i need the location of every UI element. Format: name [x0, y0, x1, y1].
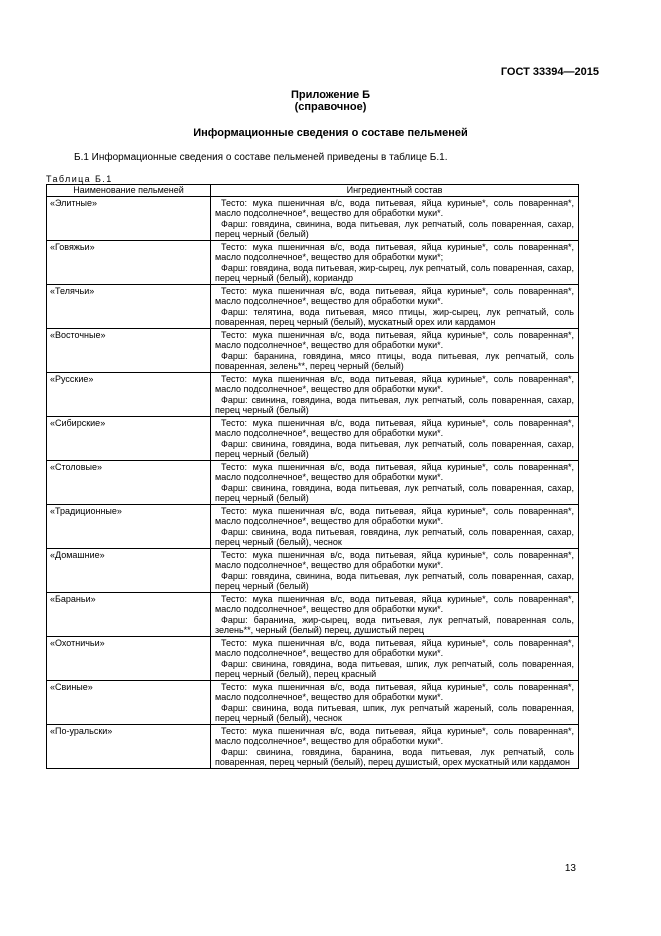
table-row	[47, 680, 579, 724]
table-header-row	[47, 185, 579, 197]
table-row	[47, 724, 579, 768]
table-row	[47, 284, 579, 328]
ingredient-composition	[211, 284, 579, 328]
dough-text: Тесто: мука пшеничная в/с, вода питьевая, яйца куриные*, соль поваренная*, масло подсолнечное*, вещество для обработки муки*.	[215, 329, 574, 350]
dumpling-name: «Охотничьи»	[47, 636, 211, 680]
table-row	[47, 240, 579, 284]
appendix-title: Приложение Б	[290, 89, 371, 101]
filling-text: Фарш: телятина, вода питьевая, мясо птицы, жир-сырец, лук репчатый, соль поваренная, перец черный (белый), мускатный орех или кардамон	[215, 306, 574, 327]
filling-text: Фарш: свинина, вода питьевая, говядина, лук репчатый, соль поваренная, сахар, перец черный (белый), чеснок	[215, 526, 574, 547]
ingredient-composition	[211, 196, 579, 240]
dumpling-name: «Свиные»	[47, 680, 211, 724]
filling-text: Фарш: свинина, говядина, вода питьевая, лук репчатый, соль поваренная, сахар, перец черный (белый)	[215, 482, 574, 503]
standard-code: ГОСТ 33394—2015	[500, 66, 599, 78]
filling-text: Фарш: говядина, вода питьевая, жир-сырец, лук репчатый, соль поваренная, сахар, перец черный (белый), кориандр	[215, 262, 574, 283]
dough-text: Тесто: мука пшеничная в/с, вода питьевая, яйца куриные*, соль поваренная*, масло подсолнечное*, вещество для обработки муки*.	[215, 725, 574, 746]
table-row	[47, 548, 579, 592]
dumpling-name: «Сибирские»	[47, 416, 211, 460]
table-row	[47, 636, 579, 680]
filling-text: Фарш: говядина, свинина, вода питьевая, лук репчатый, соль поваренная, сахар, перец черный (белый)	[215, 570, 574, 591]
filling-text: Фарш: свинина, вода питьевая, шпик, лук репчатый жареный, соль поваренная, перец черный (белый), чеснок	[215, 702, 574, 723]
column-header-composition: Ингредиентный состав	[211, 185, 579, 197]
dumpling-name: «Бараньи»	[47, 592, 211, 636]
filling-text: Фарш: говядина, свинина, вода питьевая, лук репчатый, соль поваренная, сахар, перец черный (белый)	[215, 218, 574, 239]
filling-text: Фарш: свинина, говядина, баранина, вода питьевая, лук репчатый, соль поваренная, перец черный (белый), перец душистый, орех мускатный или кардамон	[215, 746, 574, 767]
page-number: 13	[564, 863, 576, 874]
table-row	[47, 196, 579, 240]
table-row	[47, 460, 579, 504]
dumpling-name: «Русские»	[47, 372, 211, 416]
ingredient-composition	[211, 724, 579, 768]
ingredient-composition	[211, 504, 579, 548]
dumpling-name: «Телячьи»	[47, 284, 211, 328]
ingredient-composition	[211, 372, 579, 416]
ingredient-composition	[211, 548, 579, 592]
dumpling-name: «Домашние»	[47, 548, 211, 592]
filling-text: Фарш: свинина, говядина, вода питьевая, лук репчатый, соль поваренная, сахар, перец черный (белый)	[215, 394, 574, 415]
appendix-heading	[0, 89, 661, 113]
table-row	[47, 504, 579, 548]
dough-text: Тесто: мука пшеничная в/с, вода питьевая, яйца куриные*, соль поваренная*, масло подсолнечное*, вещество для обработки муки*.	[215, 681, 574, 702]
dumpling-name: «Столовые»	[47, 460, 211, 504]
composition-table	[46, 184, 579, 769]
dumpling-name: «По-уральски»	[47, 724, 211, 768]
dough-text: Тесто: мука пшеничная в/с, вода питьевая, яйца куриные*, соль поваренная*, масло подсолнечное*, вещество для обработки муки*.	[215, 417, 574, 438]
dumpling-name: «Элитные»	[47, 196, 211, 240]
table-caption: Таблица Б.1	[46, 174, 113, 184]
dough-text: Тесто: мука пшеничная в/с, вода питьевая, яйца куриные*, соль поваренная*, масло подсолнечное*, вещество для обработки муки*.	[215, 637, 574, 658]
appendix-subtitle: (справочное)	[294, 101, 367, 113]
ingredient-composition	[211, 460, 579, 504]
table-row	[47, 592, 579, 636]
table-row	[47, 372, 579, 416]
dough-text: Тесто: мука пшеничная в/с, вода питьевая, яйца куриные*, соль поваренная*, масло подсолнечное*, вещество для обработки муки*.	[215, 593, 574, 614]
dumpling-name: «Восточные»	[47, 328, 211, 372]
ingredient-composition	[211, 416, 579, 460]
ingredient-composition	[211, 592, 579, 636]
dough-text: Тесто: мука пшеничная в/с, вода питьевая, яйца куриные*, соль поваренная*, масло подсолнечное*, вещество для обработки муки*.	[215, 285, 574, 306]
dough-text: Тесто: мука пшеничная в/с, вода питьевая, яйца куриные*, соль поваренная*, масло подсолнечное*, вещество для обработки муки*;	[215, 241, 574, 262]
filling-text: Фарш: свинина, говядина, вода питьевая, шпик, лук репчатый, соль поваренная, перец черный (белый), перец красный	[215, 658, 574, 679]
table-row	[47, 328, 579, 372]
dumpling-name: «Говяжьи»	[47, 240, 211, 284]
ingredient-composition	[211, 240, 579, 284]
ingredient-composition	[211, 680, 579, 724]
section-title: Информационные сведения о составе пельменей	[193, 127, 468, 139]
dough-text: Тесто: мука пшеничная в/с, вода питьевая, яйца куриные*, соль поваренная*, масло подсолнечное*, вещество для обработки муки*.	[215, 549, 574, 570]
table-row	[47, 416, 579, 460]
intro-paragraph: Б.1 Информационные сведения о составе пельменей приведены в таблице Б.1.	[74, 152, 448, 163]
dough-text: Тесто: мука пшеничная в/с, вода питьевая, яйца куриные*, соль поваренная*, масло подсолнечное*, вещество для обработки муки*.	[215, 197, 574, 218]
dumpling-name: «Традиционные»	[47, 504, 211, 548]
ingredient-composition	[211, 636, 579, 680]
column-header-name: Наименование пельменей	[47, 185, 211, 197]
filling-text: Фарш: баранина, жир-сырец, вода питьевая, лук репчатый, поваренная соль, зелень**, черный (белый) перец, душистый перец	[215, 614, 574, 635]
dough-text: Тесто: мука пшеничная в/с, вода питьевая, яйца куриные*, соль поваренная*, масло подсолнечное*, вещество для обработки муки*.	[215, 461, 574, 482]
dough-text: Тесто: мука пшеничная в/с, вода питьевая, яйца куриные*, соль поваренная*, масло подсолнечное*, вещество для обработки муки*.	[215, 373, 574, 394]
ingredient-composition	[211, 328, 579, 372]
dough-text: Тесто: мука пшеничная в/с, вода питьевая, яйца куриные*, соль поваренная*, масло подсолнечное*, вещество для обработки муки*.	[215, 505, 574, 526]
filling-text: Фарш: свинина, говядина, вода питьевая, лук репчатый, соль поваренная, сахар, перец черный (белый)	[215, 438, 574, 459]
filling-text: Фарш: баранина, говядина, мясо птицы, вода питьевая, лук репчатый, соль поваренная, зелень**, перец черный (белый)	[215, 350, 574, 371]
